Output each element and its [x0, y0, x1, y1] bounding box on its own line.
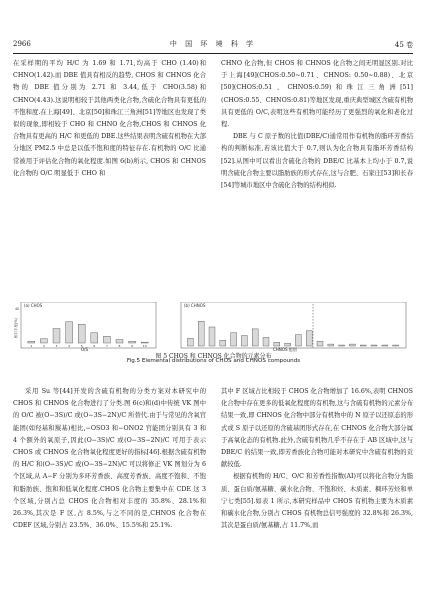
paragraph: DBE 与 C 原子数的比值(DBE/C)通常用作有机物的脂环芳香结构的判断标准,若该比值大于 0.7,则认为化合物具有脂环芳香结构[52].从图中可以看出含硫化合物的 DBE/C 比基本上均小于 0.7,说明含硫化合物主要以脂肪族的形式存在,这与合肥、石家庄[53]和长春[54]等城市地区中含硫化合物的结构相似. [221, 133, 413, 190]
header-rule [13, 53, 413, 54]
volume-label: 45 卷 [394, 41, 413, 49]
bar [40, 339, 47, 343]
tick-label: 10 [142, 344, 147, 348]
panel-b-bars [187, 321, 398, 346]
page-number: 2966 [13, 40, 31, 48]
bar [263, 337, 269, 346]
bar [349, 344, 355, 346]
bar [28, 341, 35, 343]
panel-a-ytick: 40 [14, 307, 19, 311]
tick-label: 9 [131, 344, 134, 348]
figure-5-chart [13, 302, 413, 350]
bar [382, 345, 388, 346]
paragraph: 采用 Su 等[44]开发的含硫有机物的分类方案对本研究中的 CHOS 和 CHNOS 化合物进行了分类.图 6(c)和(d)中传统 VK 图中的 O/C 被(O−3S)/C 或(O−3S−2N)/C 所替代.由于与常见的含氧官能团(如羟基和羰基)相比,−OSO3 和−ONO2 官能团分别具有 3 和 4 个额外的氧原子,因此(O−3S)/C 或(O−3S−2N)/C 可用于表示 CHOS 或 CHNOS 化合物氧化程度更好的指标[46].根据含硫有机物的 H/C 和(O−3S)/C 或(O−3S−2N)/C 可以将修正 VK 图划分为 6 个区域,从 A−F 分别为多环芳香族、高度芳香族、高度不饱和、不饱和脂肪族、饱和和低氧化程度.CHOS 化合物主要集中在 CDE 这 3 个区域,分别占总 CHOS 化合物相对丰度的 35.8%、28.1%和 26.3%,其次是 F 区,占 8.5%,与之不同的是,CHNOS 化合物在 CDEF 区域,分别占 23.5%、36.0%、15.5%和 25.1%. [13, 388, 206, 530]
paragraph: 在采样期的平均 H/C 为 1.69 和 1.71,均高于 CHO (1.40)和 CHNO(1.42).而 DBE 值具有相反的趋势, CHOS 和 CHNOS 化合物的 DBE 值分别为 2.71 和 3.44,低于 CHO(3.58)和 CHNO(4.43).这说明相较于其他两类化合物,含硫化合物具有更低的不饱和度.在上海[49]、北京[50]和珠江三角洲[51]等地区也发现了类似的现象,即相较于 CHO 和 CHNO 化合物,CHOS 和 CHNOS 化合物具有更高的 H/C 和更低的 DBE.这些结果表明含硫有机物在大部分地区 PM2.5 中总是以低不饱和度的特征存在.有机物的 O/C 比通常被用于评估化合物的氧化程度.如图 6(b)所示, CHOS 和 CHNOS 化合物的 O/C 明显低于 CHO 和 [13, 60, 206, 177]
figure-caption-cn: 图 5 CHOS 和 CHNOS 化合物的元素分布 [155, 353, 272, 360]
bar [103, 336, 110, 343]
tick-label: 4 [68, 344, 71, 348]
bar [274, 342, 280, 346]
bar [66, 322, 73, 343]
paragraph: CHNO 化合物,但 CHOS 和 CHNOS 化合物之间无明显区别.对比于上海[49](CHOS:0.50~0.71、CHNOS: 0.50~0.88)、北京[50](CHOS:0.51、CHNOS:0.59)和珠江三角洲[51](CHOS:0.55、CHNOS:0.81)等地区发现,重庆典型城区含硫有机物具有更低的 O/C,表明这些有机物可能经历了更强烈的氧化和老化过程. [221, 60, 413, 129]
top-left-column [13, 58, 206, 180]
tick-label: 5 [80, 344, 83, 348]
tick-label: 2 [42, 344, 45, 348]
bar [116, 340, 123, 343]
bar [220, 340, 226, 346]
bar [306, 331, 312, 346]
bar [141, 342, 148, 343]
panel-a-bars [28, 322, 148, 348]
bar [285, 343, 291, 346]
running-header [13, 39, 413, 53]
bar [209, 327, 215, 346]
bar [371, 345, 377, 346]
bar [393, 345, 399, 346]
panel-a-xlabel: O/S [81, 347, 89, 352]
bar [317, 341, 323, 346]
bottom-right-column [221, 386, 413, 532]
tick-label: 1 [30, 344, 33, 348]
tick-label: 8 [118, 344, 121, 348]
journal-title: 中 国 环 境 科 学 [169, 40, 257, 48]
paragraph: 其中 F 区域占比相较于 CHOS 化合物增加了 16.6%,表明 CHNOS 化合物中存在更多的低氧化程度的有机物,这与含硫有机物的元素分布结果一致,即 CHNOS 化合物中部分有机物中的 N 原子以还原态的形式或 S 原子以还原的含硫基团形式存在,在 CHNOS 化合物大部分属于高氧化态的有机物.此外,含硫有机物几乎不存在于 AB 区域中,这与 DBE/C 的结果一致,即芳香族化合物可能对本研究中含硫有机物的贡献较低. [221, 388, 413, 469]
panel-b-label: (b) CHNOS [184, 303, 206, 308]
bar [91, 333, 98, 343]
bar [187, 338, 193, 346]
panel-a-ylabel: 相对丰度(%) [14, 317, 18, 339]
tick-label: 3 [55, 344, 58, 348]
figure-caption-en: Fig.5 Elemental distributions of CHOS and CHNOS compounds [126, 358, 301, 364]
bar [339, 345, 345, 346]
bar [198, 321, 204, 346]
bar [231, 333, 237, 346]
bar [241, 336, 247, 346]
tick-label: 6 [93, 344, 96, 348]
tick-label: 7 [105, 344, 108, 348]
top-right-column [221, 58, 413, 192]
bar [360, 345, 366, 346]
panel-a-label: (a) CHOS [24, 303, 43, 308]
bottom-left-column [13, 386, 206, 532]
paragraph: 根据有机物的 H/C、O/C 和芳香性指数(AI)可以将化合物分为脂质、蛋白质/氨基糖、碳水化合物、不饱和烃、木质素、稠环芳烃和单宁七类[55].如表 1 所示,本研究样品中 CHOS 有机物主要为木质素和碳水化合物,分别占 CHOS 有机物总信号强度的 32.8%和 26.3%,其次是蛋白质/氨基糖,占 11.7%,而 [221, 473, 413, 530]
bar [78, 324, 85, 343]
bar [295, 335, 301, 346]
bar [53, 329, 60, 343]
bar [252, 329, 258, 346]
panel-b-xlabel: CHNOS 组别 [273, 347, 297, 352]
bar [129, 341, 136, 343]
bar [328, 344, 334, 346]
